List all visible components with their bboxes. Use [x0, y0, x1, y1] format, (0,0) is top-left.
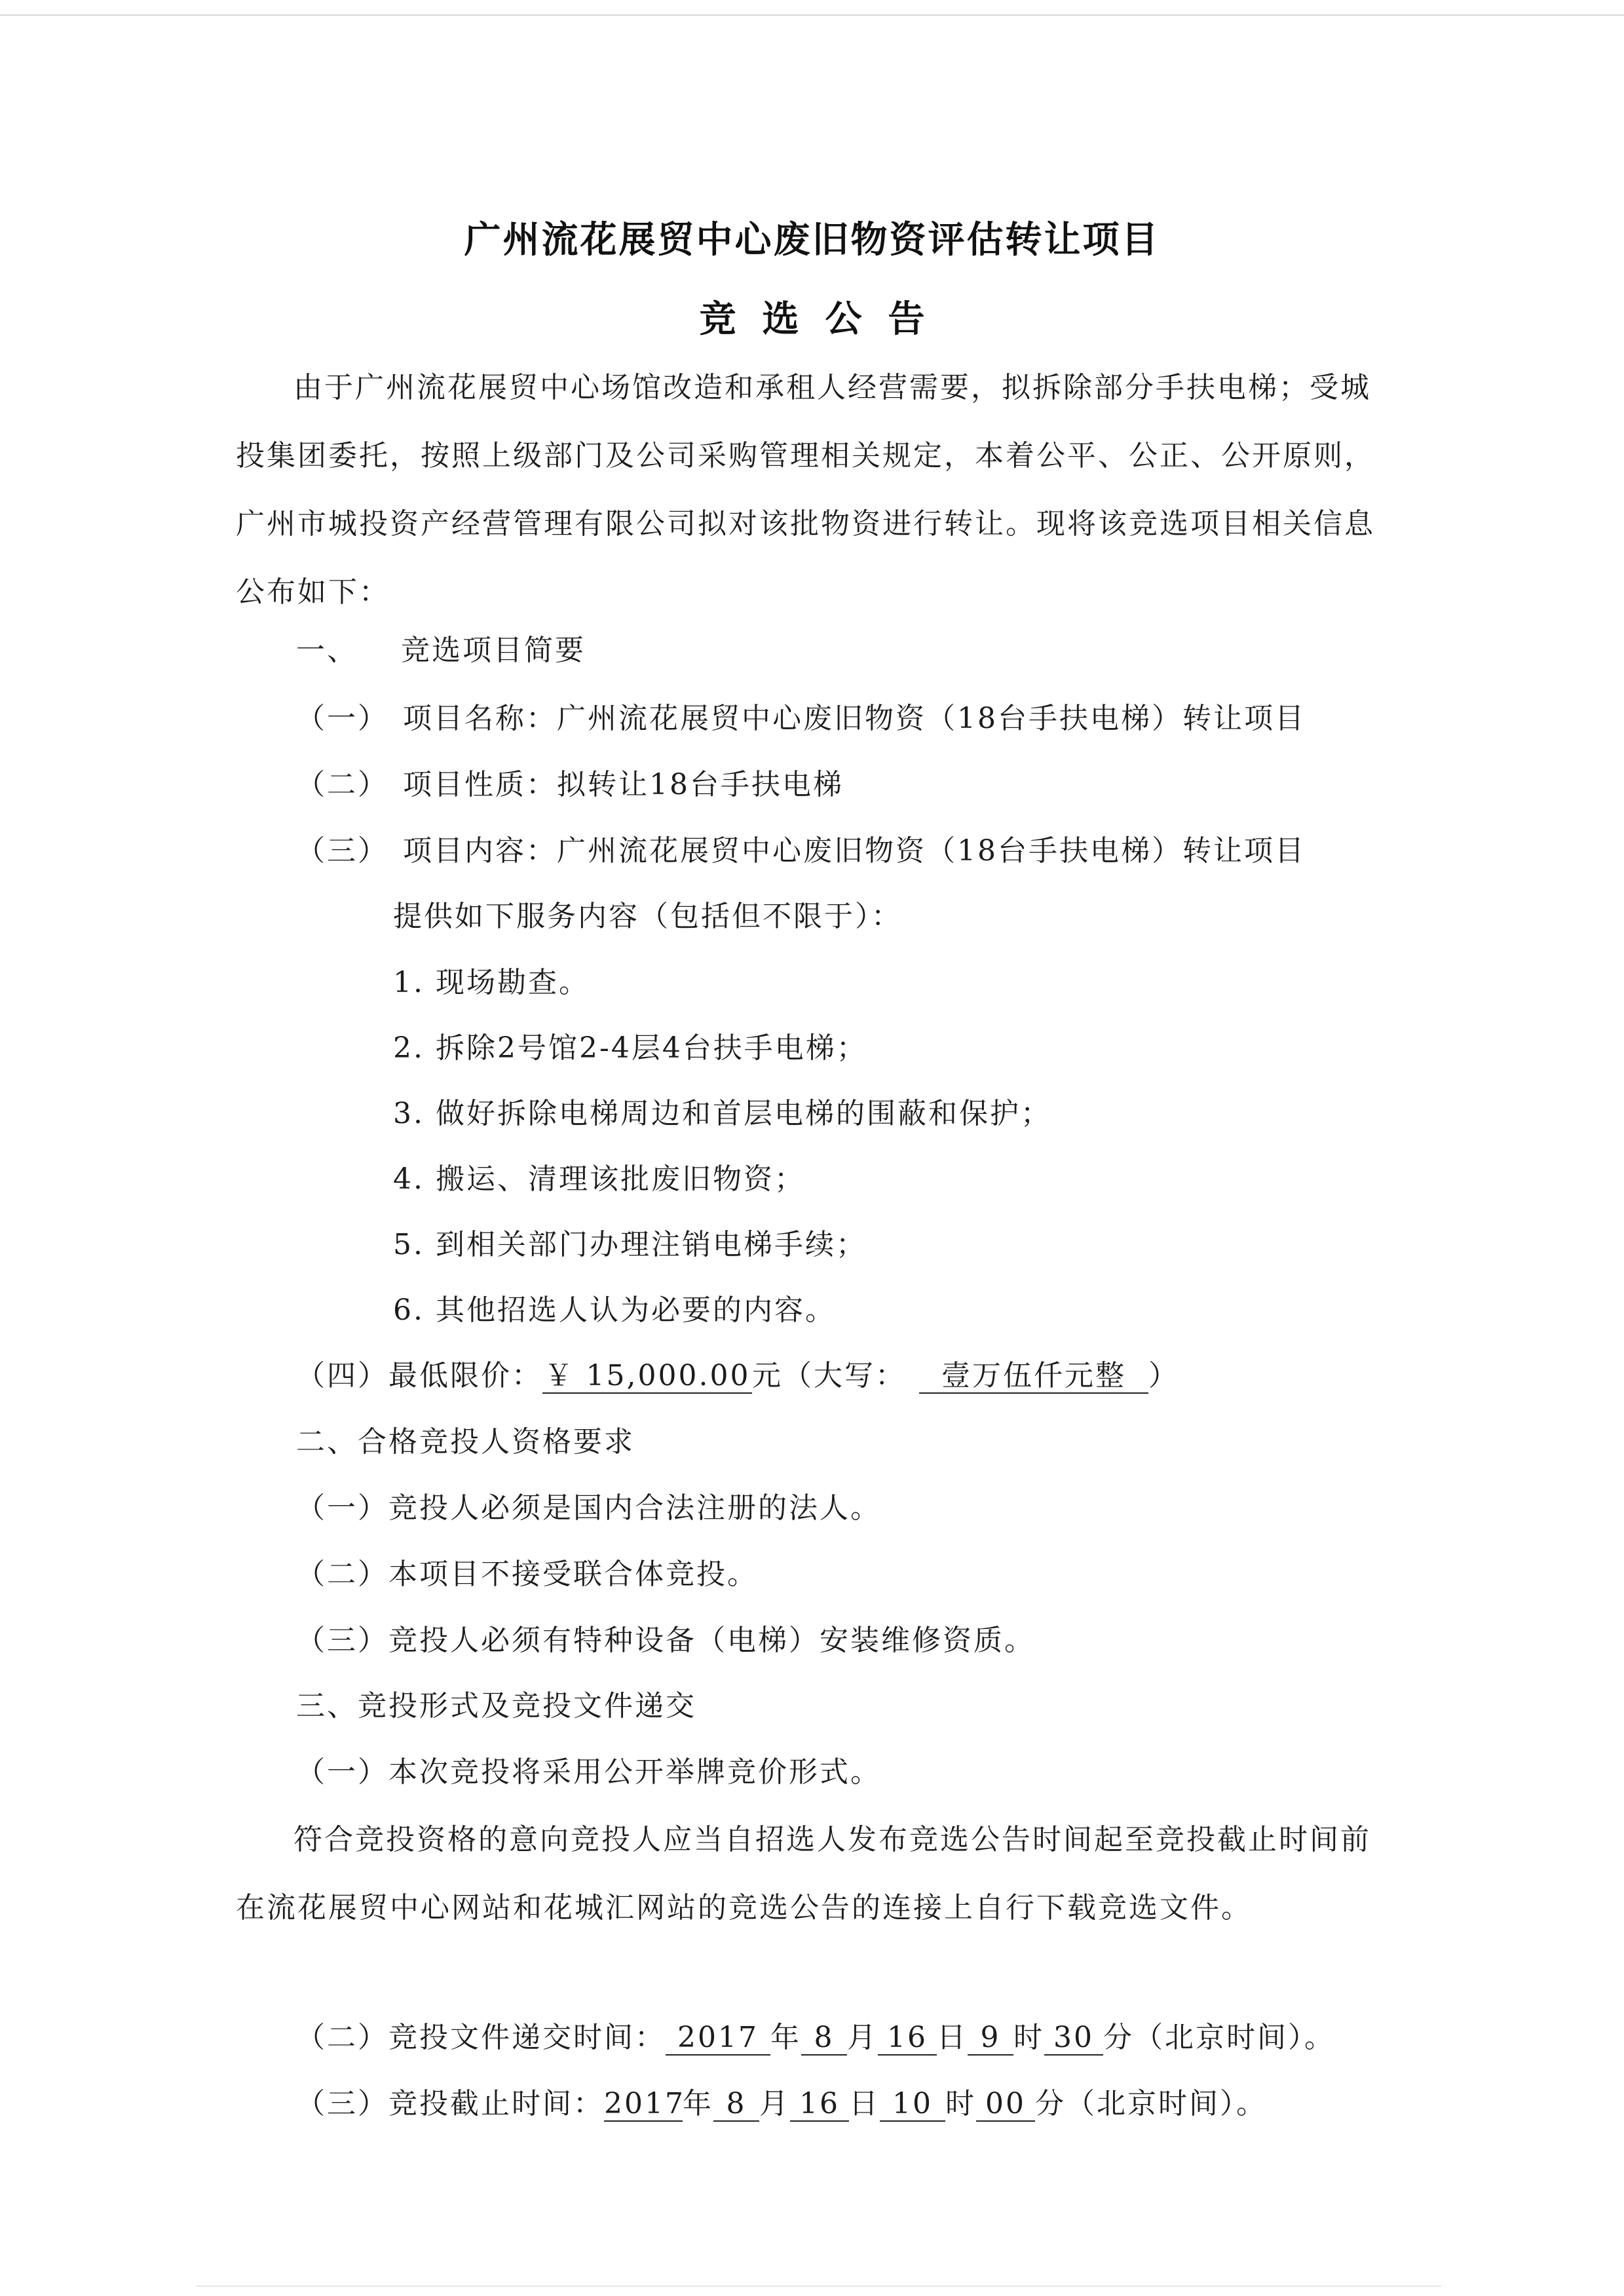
price-amount-words: 壹万伍仟元整	[941, 1359, 1126, 1392]
qualification-item: （一）竞投人必须是国内合法注册的法人。	[296, 1491, 881, 1525]
hour-unit: 时	[945, 2087, 976, 2120]
project-nature-text: 项目性质：拟转让18台手扶电梯	[403, 768, 844, 801]
deadline-hour: 10	[880, 2088, 945, 2122]
project-name-text: 项目名称：广州流花展贸中心废旧物资（18台手扶电梯）转让项目	[403, 702, 1306, 735]
submission-time-line	[0, 2018, 1624, 2057]
submission-month: 8	[801, 2021, 847, 2056]
scan-bottom-edge	[197, 2286, 1441, 2287]
month-unit: 月	[847, 2021, 878, 2054]
day-unit: 日	[849, 2087, 880, 2120]
scan-top-edge	[0, 14, 1624, 16]
task-item: 1. 现场勘查。	[393, 966, 590, 999]
deadline-year: 2017	[604, 2087, 685, 2120]
qualification-item: （二）本项目不接受联合体竞投。	[296, 1558, 758, 1591]
project-nature-num: （二）	[296, 768, 388, 801]
year-unit: 年	[683, 2087, 713, 2120]
project-name-item	[0, 699, 1624, 738]
price-amount: 15,000.00	[586, 1359, 751, 1392]
task-item: 4. 搬运、清理该批废旧物资；	[393, 1162, 805, 1196]
document-subtitle: 竞选公告	[699, 298, 951, 341]
price-suffix: ）	[1148, 1359, 1179, 1392]
deadline-day: 16	[790, 2088, 849, 2122]
price-amount-blank	[542, 1360, 752, 1394]
year-unit: 年	[770, 2021, 801, 2054]
minute-unit: 分（北京时间）。	[1103, 2021, 1335, 2054]
month-unit: 月	[759, 2087, 790, 2120]
minute-unit: 分（北京时间）。	[1035, 2087, 1267, 2120]
section1-heading-num: 一、	[296, 634, 358, 667]
bidding-form-item: （一）本次竞投将采用公开举牌竞价形式。	[296, 1755, 881, 1789]
price-unit: 元（大写：	[752, 1359, 906, 1392]
project-content-num: （三）	[296, 834, 388, 868]
project-nature-item	[0, 765, 1624, 805]
project-name-num: （一）	[296, 702, 388, 735]
hour-unit: 时	[1013, 2021, 1044, 2054]
price-label: （四）最低限价：	[296, 1359, 542, 1392]
download-paragraph: 符合竞投资格的意向竞投人应当自招选人发布竞选公告时间起至竞投截止时间前在流花展贸中心网站和花城汇网站的竞选公告的连接上自行下载竞选文件。	[236, 1823, 1371, 1924]
submission-minute: 30	[1044, 2021, 1103, 2056]
submission-year: 2017	[666, 2021, 770, 2056]
deadline-time-line	[0, 2084, 1624, 2124]
section1-heading-text: 竞选项目简要	[401, 634, 586, 667]
project-content-continuation: 提供如下服务内容（包括但不限于）：	[393, 900, 902, 933]
submission-label: （二）竞投文件递交时间：	[296, 2021, 666, 2054]
task-item: 6. 其他招选人认为必要的内容。	[393, 1293, 836, 1327]
submission-day: 16	[878, 2021, 937, 2056]
project-content-text: 项目内容：广州流花展贸中心废旧物资（18台手扶电梯）转让项目	[403, 834, 1306, 868]
section1-heading	[0, 631, 1624, 670]
qualification-item: （三）竞投人必须有特种设备（电梯）安装维修资质。	[296, 1624, 1035, 1657]
deadline-month: 8	[713, 2088, 759, 2122]
task-item: 2. 拆除2号馆2-4层4台扶手电梯；	[393, 1031, 867, 1065]
price-currency: ￥	[544, 1359, 575, 1392]
intro-paragraph: 由于广州流花展贸中心场馆改造和承租人经营需要，拟拆除部分手扶电梯；受城投集团委托，按照上级部门及公司采购管理相关规定，本着公平、公正、公开原则，广州市城投资产经营管理有限公司拟对该批物资进行转让。现将该竞选项目相关信息公布如下：	[236, 371, 1375, 609]
task-item: 5. 到相关部门办理注销电梯手续；	[393, 1228, 867, 1261]
task-item: 3. 做好拆除电梯周边和首层电梯的围蔽和保护；	[393, 1097, 1051, 1130]
project-content-item	[0, 832, 1624, 871]
document-title: 广州流花展贸中心废旧物资评估转让项目	[464, 219, 1160, 261]
section2-heading: 二、合格竞投人资格要求	[296, 1425, 635, 1459]
price-words-blank	[919, 1360, 1148, 1394]
submission-hour: 9	[968, 2021, 1013, 2056]
day-unit: 日	[937, 2021, 968, 2054]
deadline-minute: 00	[976, 2088, 1035, 2122]
deadline-label: （三）竞投截止时间：	[296, 2087, 604, 2120]
minimum-price-line	[0, 1356, 1624, 1396]
section3-heading: 三、竞投形式及竞投文件递交	[296, 1689, 696, 1723]
